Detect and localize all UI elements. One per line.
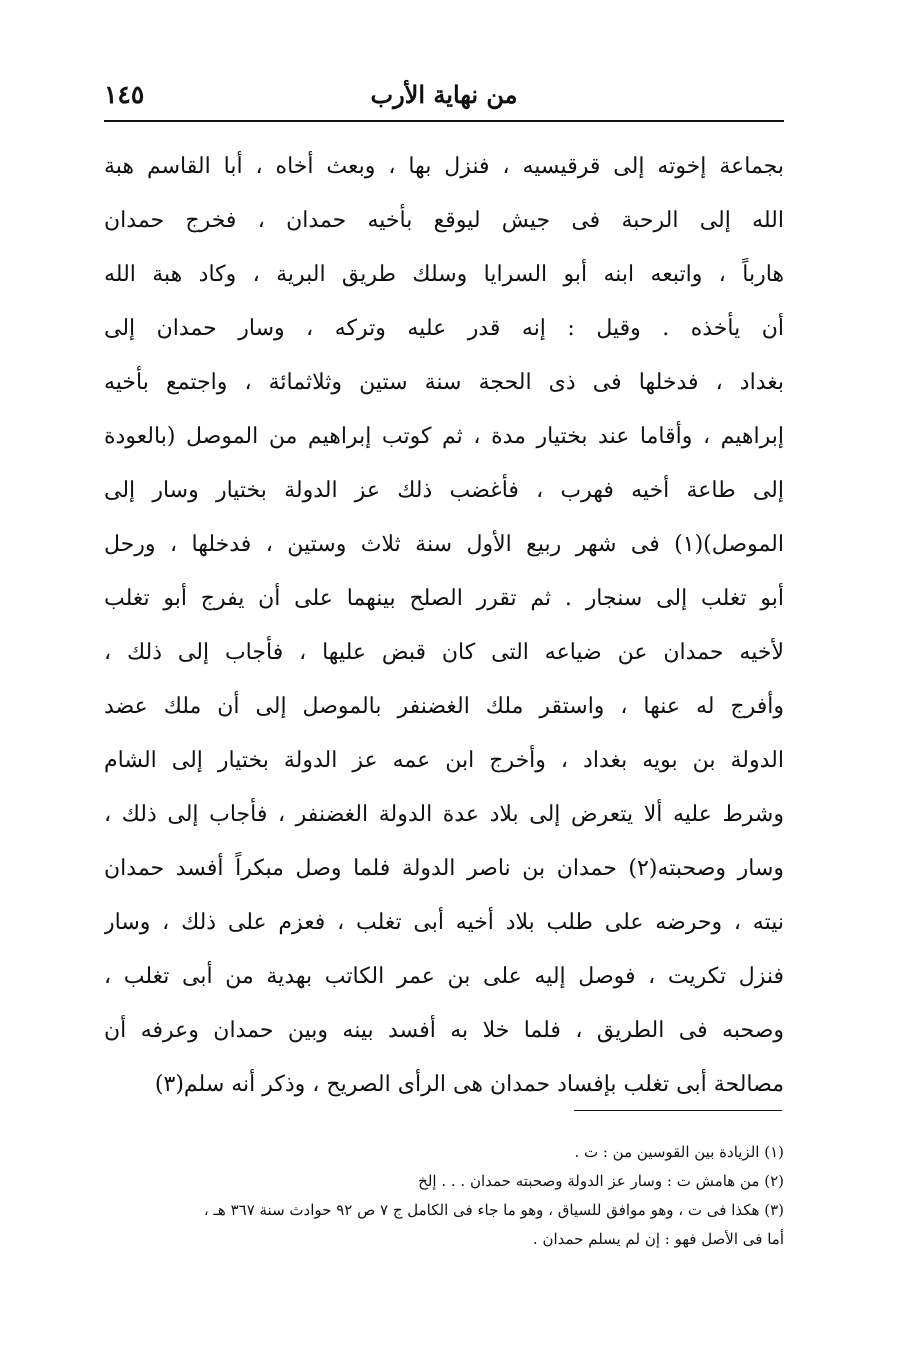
- text-line: إلى طاعة أخيه فهرب ، فأغضب ذلك عز الدولة بختيار وسار إلى: [104, 478, 784, 503]
- running-header: [104, 80, 784, 120]
- footnote-2: (٢) من هامش ت : وسار عز الدولة وصحبته حمدان . . . إلخ: [418, 1172, 784, 1190]
- body-text: [104, 140, 784, 1112]
- text-line: وصحبه فى الطريق ، فلما خلا به أفسد بينه وبين حمدان وعرفه أن: [104, 1018, 784, 1043]
- text-line: هارباً ، واتبعه ابنه أبو السرايا وسلك طريق البرية ، وكاد هبة الله: [104, 262, 784, 287]
- text-line: الدولة بن بويه بغداد ، وأخرج ابن عمه عز الدولة بختيار إلى الشام: [104, 748, 784, 773]
- footnote-rule: [574, 1110, 782, 1111]
- footnotes: [104, 1138, 784, 1254]
- text-line: وسار وصحبته(٢) حمدان بن ناصر الدولة فلما وصل مبكراً أفسد حمدان: [104, 856, 784, 881]
- footnote-3-continuation: أما فى الأصل فهو : إن لم يسلم حمدان .: [532, 1230, 784, 1248]
- text-line: وأفرج له عنها ، واستقر ملك الغضنفر بالموصل إلى أن ملك عضد: [104, 694, 784, 719]
- text-line: لأخيه حمدان عن ضياعه التى كان قبض عليها ، فأجاب إلى ذلك ،: [104, 640, 784, 665]
- text-line: الله إلى الرحبة فى جيش ليوقع بأخيه حمدان ، فخرج حمدان: [104, 208, 784, 233]
- text-line: إبراهيم ، وأقاما عند بختيار مدة ، ثم كوتب إبراهيم من الموصل (بالعودة: [104, 424, 784, 449]
- text-line: مصالحة أبى تغلب بإفساد حمدان هى الرأى الصريح ، وذكر أنه سلم(٣): [154, 1072, 784, 1097]
- text-line: نيته ، وحرضه على طلب بلاد أخيه أبى تغلب ، فعزم على ذلك ، وسار: [104, 910, 784, 935]
- text-line: أن يأخذه . وقيل : إنه قدر عليه وتركه ، وسار حمدان إلى: [104, 316, 784, 341]
- footnote-1: (١) الزيادة بين القوسين من : ت .: [574, 1143, 784, 1161]
- running-title: من نهاية الأرب: [370, 80, 518, 109]
- page-number: ١٤٥: [104, 80, 145, 109]
- text-line: وشرط عليه ألا يتعرض إلى بلاد عدة الدولة الغضنفر ، فأجاب إلى ذلك ،: [104, 802, 784, 827]
- text-line: بغداد ، فدخلها فى ذى الحجة سنة ستين وثلاثمائة ، واجتمع بأخيه: [104, 370, 784, 395]
- text-line: بجماعة إخوته إلى قرقيسيه ، فنزل بها ، وبعث أخاه ، أبا القاسم هبة: [104, 154, 784, 179]
- text-line: فنزل تكريت ، فوصل إليه على بن عمر الكاتب بهدية من أبى تغلب ،: [104, 964, 784, 989]
- footnote-3: (٣) هكذا فى ت ، وهو موافق للسياق ، وهو ما جاء فى الكامل ج ٧ ص ٩٢ حوادث سنة ٣٦٧ هـ ،: [203, 1201, 784, 1219]
- header-rule: [104, 120, 784, 122]
- text-line: أبو تغلب إلى سنجار . ثم تقرر الصلح بينهما على أن يفرج أبو تغلب: [104, 586, 784, 611]
- text-line: الموصل)(١) فى شهر ربيع الأول سنة ثلاث وستين ، فدخلها ، ورحل: [104, 532, 784, 557]
